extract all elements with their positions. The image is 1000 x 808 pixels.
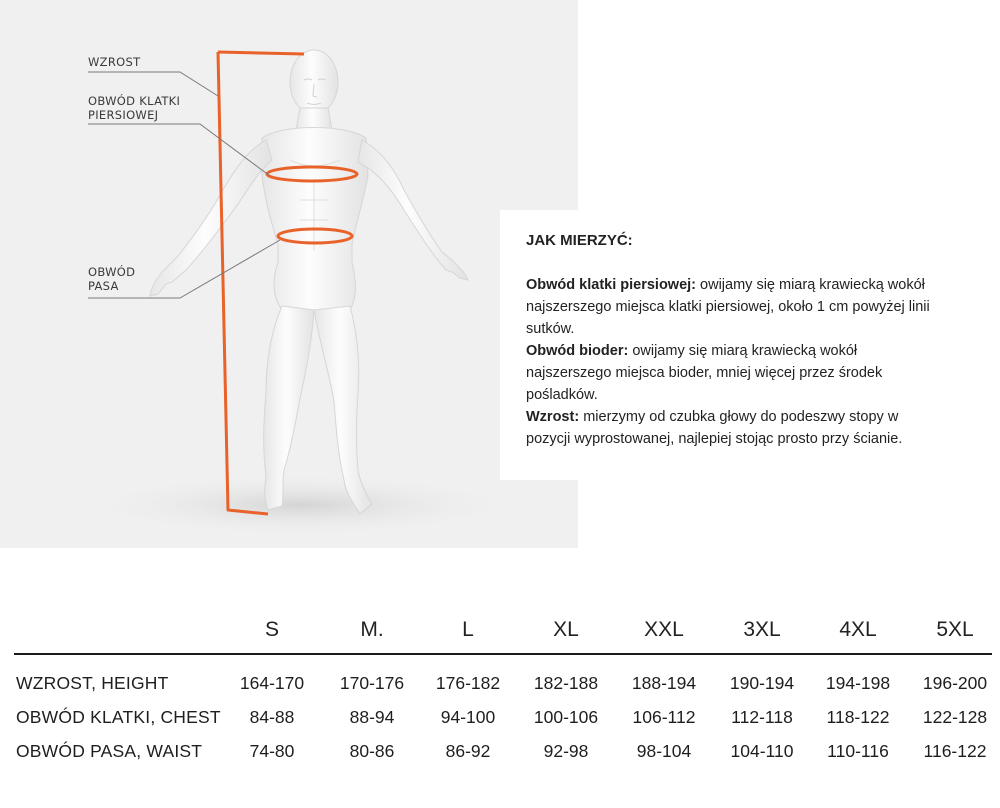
table-cell: 194-198 — [825, 673, 891, 693]
table-cell: 104-110 — [730, 741, 794, 761]
howto-hips-term: Obwód bioder: — [526, 343, 629, 359]
howto-hips-paragraph — [526, 340, 946, 406]
size-header-6: 4XL — [839, 618, 877, 641]
mannequin-illustration — [0, 0, 578, 548]
floor-shadow — [80, 473, 520, 537]
table-cell: 80-86 — [349, 741, 395, 761]
row-label-1: OBWÓD KLATKI, CHEST — [16, 707, 221, 727]
table-cell: 188-194 — [631, 673, 697, 693]
row-label-2: OBWÓD PASA, WAIST — [16, 741, 203, 761]
mannequin-figure-panel — [0, 0, 578, 548]
table-cell: 94-100 — [440, 707, 496, 727]
size-header-7: 5XL — [936, 618, 974, 641]
size-header-0: S — [264, 618, 279, 641]
table-cell: 88-94 — [349, 707, 395, 727]
table-header-rule — [14, 653, 992, 655]
table-cell: 182-188 — [533, 673, 599, 693]
how-to-measure-title: JAK MIERZYĆ: — [526, 232, 633, 249]
waist-callout-label: OBWÓD PASA — [88, 265, 136, 293]
table-cell: 84-88 — [249, 707, 295, 727]
row-label-0: WZROST, HEIGHT — [16, 673, 169, 693]
table-cell: 110-116 — [827, 741, 889, 761]
table-cell: 122-128 — [922, 707, 988, 727]
chest-callout-label: OBWÓD KLATKI PIERSIOWEJ — [88, 94, 181, 122]
howto-hips-text: owijamy się miarą krawiecką wokół najszerszego miejsca bioder, mniej więcej przez środek pośladków. — [526, 343, 883, 403]
howto-chest-text: owijamy się miarą krawiecką wokół najszerszego miejsca klatki piersiowej, około 1 cm powyżej linii sutków. — [526, 277, 930, 337]
table-cell: 118-122 — [826, 707, 890, 727]
howto-height-text: mierzymy od czubka głowy do podeszwy stopy w pozycji wyprostowanej, najlepiej stojąc prosto przy ścianie. — [526, 409, 903, 447]
table-cell: 100-106 — [533, 707, 599, 727]
height-leader-line — [88, 72, 218, 96]
size-header-2: L — [462, 618, 474, 641]
table-cell: 164-170 — [239, 673, 305, 693]
howto-chest-term: Obwód klatki piersiowej: — [526, 277, 697, 293]
howto-chest-paragraph — [526, 274, 946, 340]
size-header-5: 3XL — [743, 618, 781, 641]
table-cell: 106-112 — [632, 707, 696, 727]
table-cell: 116-122 — [923, 741, 987, 761]
size-header-4: XXL — [644, 618, 684, 641]
table-cell: 98-104 — [636, 741, 692, 761]
height-callout-label: WZROST — [88, 55, 141, 69]
how-to-measure-box — [500, 210, 960, 480]
table-cell: 170-176 — [339, 673, 405, 693]
howto-height-term: Wzrost: — [526, 409, 580, 425]
table-cell: 112-118 — [731, 707, 793, 727]
size-header-1: M. — [360, 618, 384, 641]
table-cell: 190-194 — [729, 673, 795, 693]
table-cell: 74-80 — [249, 741, 295, 761]
mannequin-body — [150, 50, 468, 514]
howto-height-paragraph — [526, 406, 946, 450]
table-cell: 92-98 — [543, 741, 589, 761]
table-cell: 86-92 — [445, 741, 491, 761]
table-cell: 176-182 — [435, 673, 501, 693]
table-cell: 196-200 — [922, 673, 988, 693]
size-header-3: XL — [553, 618, 579, 641]
